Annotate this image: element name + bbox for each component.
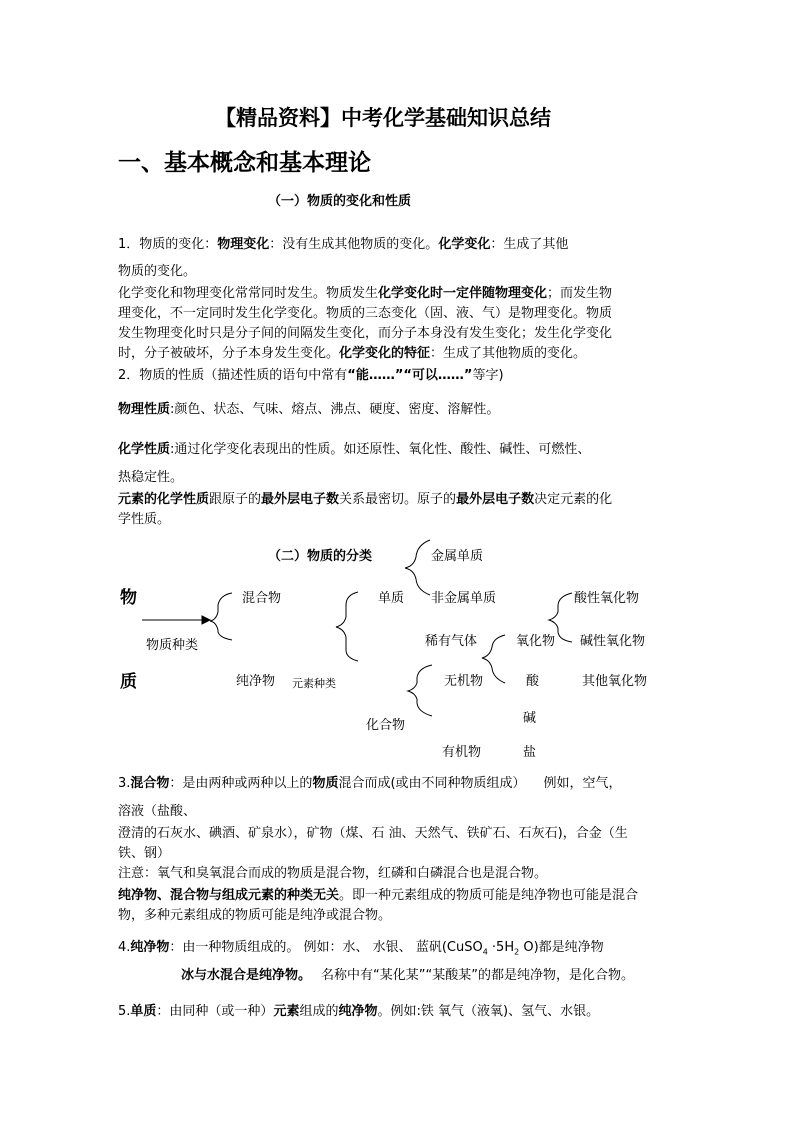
- subsection-heading-2: （二）物质的分类: [268, 549, 373, 564]
- text: O)都是纯净物: [519, 940, 604, 955]
- emphasis: 纯净物、混合物与组成元素的种类无关: [118, 888, 340, 903]
- term-pure-substance: 纯净物: [130, 940, 170, 955]
- term-chemical-change: 化学变化: [438, 237, 491, 252]
- diagram-label-acid: 酸: [526, 674, 540, 689]
- term-physical-property: 物理性质: [118, 402, 171, 417]
- paragraph-relation-line3: 发生物理变化时只是分子间的间隔发生变化，而分子本身没有发生变化；发生化学变化: [118, 326, 613, 341]
- paragraph-composition-line1: [118, 886, 638, 906]
- diagram-label-metal: 金属单质: [431, 549, 484, 564]
- diagram-label-mixture: 混合物: [242, 591, 282, 606]
- diagram-label-acidic-oxide: 酸性氧化物: [574, 591, 640, 606]
- text: 3.: [118, 776, 131, 791]
- text: 跟原子的: [209, 492, 262, 507]
- diagram-label-inorganic: 无机物: [444, 674, 484, 689]
- emphasis: 元素的化学性质: [118, 492, 210, 507]
- text: ：由一种物质组成的。 例如：水、 水银、 蓝矾(CuSO: [169, 940, 483, 955]
- diagram-label-zhi: 质: [120, 672, 137, 692]
- text: :颜色、状态、气味、熔点、沸点、硬度、密度、溶解性。: [170, 402, 500, 417]
- emphasis: 元素: [273, 1004, 300, 1019]
- diagram-label-pure-substance: 纯净物: [236, 674, 276, 689]
- text: 1．物质的变化：: [118, 237, 218, 252]
- text: 化学变化和物理变化常常同时发生。物质发生: [118, 286, 379, 301]
- text: 。例如:铁 氧气（液氧)、氢气、水银。: [377, 1004, 600, 1019]
- paragraph-simple-substance: [118, 1002, 599, 1022]
- text: 名称中有“某化某”“某酸某”的都是纯净物，是化合物。: [321, 968, 634, 983]
- paragraph-chemical-property-line2: 热稳定性。: [118, 470, 184, 485]
- paragraph-mixture-note: 注意：氧气和臭氧混合而成的物质是混合物，红磷和白磷混合也是混合物。: [118, 866, 548, 881]
- text: ：生成了其他物质的变化。: [430, 346, 587, 361]
- text: 2．物质的性质（描述性质的语句中常有: [118, 368, 348, 383]
- emphasis: 化学变化的特征: [339, 346, 431, 361]
- diagram-label-substance-kind: 物质种类: [146, 638, 199, 653]
- text: 组成的: [299, 1004, 339, 1019]
- emphasis: 化学变化时一定伴随物理变化: [378, 286, 548, 301]
- emphasis: 最外层电子数: [261, 492, 340, 507]
- paragraph-mixture-line2: 溶液（盐酸、: [118, 804, 197, 819]
- diagram-label-basic-oxide: 碱性氧化物: [580, 634, 646, 649]
- text: 例如，空气，: [543, 776, 622, 791]
- paragraph-pure-line2: [181, 966, 634, 986]
- paragraph-mixture-line3: 澄清的石灰水、碘酒、矿泉水），矿物（煤、石 油、天然气、铁矿石、石灰石)，合金（生: [118, 826, 628, 841]
- emphasis: 纯净物: [338, 1004, 378, 1019]
- text: 时，分子被破坏，分子本身发生变化。: [118, 346, 340, 361]
- emphasis: 冰与水混合是纯净物。: [181, 968, 312, 983]
- paragraph-mixture-line1: [118, 774, 622, 794]
- text: 5.: [118, 1004, 131, 1019]
- text: 混合而成(或由不同种物质组成）: [338, 776, 526, 791]
- text: 4.: [118, 940, 131, 955]
- text: 决定元素的化: [534, 492, 613, 507]
- text: ·5H: [487, 940, 515, 955]
- diagram-label-element-kind: 元素种类: [292, 677, 336, 690]
- diagram-label-oxide: 氧化物: [516, 634, 556, 649]
- term-chemical-property: 化学性质: [118, 442, 171, 457]
- text: 。即一种元素组成的物质可能是纯净物也可能是混合: [339, 888, 639, 903]
- page-title: 【精品资料】中考化学基础知识总结: [215, 105, 551, 130]
- section-heading: 一、基本概念和基本理论: [118, 149, 371, 176]
- paragraph-pure-line1: [118, 938, 604, 963]
- subscript: 4: [482, 947, 488, 957]
- subscript: 2: [514, 947, 520, 957]
- text: ：是由两种或两种以上的: [169, 776, 313, 791]
- text: ：生成了其他: [490, 237, 569, 252]
- emphasis: 物质: [312, 776, 339, 791]
- diagram-label-salt: 盐: [523, 745, 537, 760]
- text: ：没有生成其他物质的变化。: [269, 237, 439, 252]
- term-simple-substance: 单质: [130, 1004, 157, 1019]
- text: :通过化学变化表现出的性质。如还原性、氧化性、酸性、碱性、可燃性、: [170, 442, 591, 457]
- paragraph-change-line2: 物质的变化。: [118, 264, 197, 279]
- emphasis: “能……”“可以……”: [347, 368, 473, 383]
- paragraph-relation-line2: 理变化，不一定同时发生化学变化。物质的三态变化（固、液、气）是物理变化。物质: [118, 306, 613, 321]
- paragraph-composition-line2: 物，多种元素组成的物质可能是纯净或混合物。: [118, 908, 392, 923]
- term-mixture: 混合物: [130, 776, 170, 791]
- diagram-label-organic: 有机物: [442, 745, 482, 760]
- diagram-label-simple-substance: 单质: [378, 591, 405, 606]
- diagram-label-nonmetal: 非金属单质: [431, 591, 497, 606]
- text: ：由同种（或一种）: [156, 1004, 274, 1019]
- emphasis: 最外层电子数: [456, 492, 535, 507]
- term-physical-change: 物理变化: [217, 237, 270, 252]
- diagram-label-wu: 物: [120, 588, 137, 608]
- diagram-label-compound: 化合物: [366, 718, 406, 733]
- text: 关系最密切。原子的: [339, 492, 457, 507]
- diagram-label-other-oxide: 其他氧化物: [582, 674, 648, 689]
- text: ；而发生物: [547, 286, 613, 301]
- paragraph-element-line2: 学性质。: [118, 512, 171, 527]
- text: 等字): [472, 368, 504, 383]
- diagram-label-noble-gas: 稀有气体: [425, 634, 478, 649]
- paragraph-mixture-line4: 铁、钢）: [118, 846, 171, 861]
- subsection-heading-1: （一）物质的变化和性质: [268, 194, 412, 209]
- diagram-label-base: 碱: [523, 711, 537, 726]
